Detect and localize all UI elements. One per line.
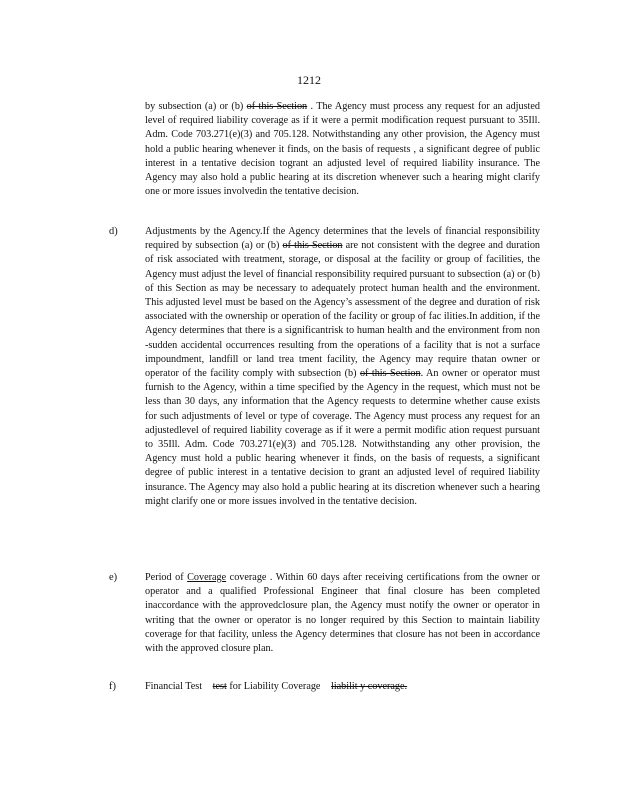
continuation-text-1: by subsection (a) or (b) <box>145 101 244 112</box>
continuation-text-2: . The Agency must process any request for an adjusted level of required liability coverage as if it were a permit modification request pursuant to 35Ill. Adm. Code 703.271(e)(3) and 705.128. Notwithstanding any other provision, the Agency must hold a public hearing whenever it finds, on the basis of requests , a significant degree of public interest in a tentative decision togrant an adjusted level of required liability insurance. The Agency may also hold a public hearing at its discretion whenever such a hearing might clarify one or more issues involvedin the tentative decision. <box>145 101 540 198</box>
paragraph-d-deleted-2: of this Section <box>359 368 421 380</box>
paragraph-f-label: f) <box>109 681 116 692</box>
paragraph-f-text-2: for Liability Coverage <box>229 681 321 692</box>
paragraph-f-deleted-2: liabilit y coverage. <box>331 681 408 692</box>
continuation-deleted-1: of this Section <box>246 101 308 112</box>
paragraph-e-label: e) <box>109 572 118 583</box>
paragraph-d <box>145 225 540 509</box>
paragraph-d-text-1: Adjustments by the Agency.If the Agency determines that the levels of financial responsibility required by subsection (a) or (b) <box>145 226 540 252</box>
paragraph-f <box>145 680 540 694</box>
paragraph-d-text-3: . An owner or operator must furnish to the Agency, within a time specified by the Agency in the request, which must not be less than 30 days, any information that the Agency requests to determine whether cause exists for such adjustments of level or type of coverage. The Agency must process any request for an adjustedlevel of required liability coverage as if it were a permit modific ation request pursuant to 35Ill. Adm. Code 703.271(e)(3) and 705.128. Notwithstanding any other provision, the Agency must hold a public hearing whenever it finds, on the basis of requests, a significant degree of public interest in a tentative decision to grant an adjusted level of required liability insurance. The Agency may also hold a public hearing at its discretion whenever such a hearing might clarify one or more issues involved in the tentative decision. <box>145 368 541 507</box>
continuation-paragraph <box>145 100 540 199</box>
paragraph-f-deleted-1: test <box>212 681 227 692</box>
paragraph-f-text-1: Financial Test <box>145 681 203 692</box>
paragraph-e <box>145 571 540 656</box>
paragraph-e-inserted-1: Coverage <box>187 572 227 583</box>
paragraph-d-label: d) <box>109 226 118 237</box>
paragraph-d-text-2: are not consistent with the degree and duration of risk associated with treatment, storage, or disposal at the facility or group of facilities, the Agency must adjust the level of financial responsibility required pursuant to subsection (a) or (b) of this Section as may be necessary to adequately protect human health and the environment. This adjusted level must be based on the Agency’s assessment of the degree and duration of risk associated with the ownership or operation of the facility or group of fac ilities.In addition, if the Agency determines that there is a significantrisk to human health and the environment from non -sudden accidental occurrences resulting from the operations of a facility that is not a surface impoundment, landfill or land trea tment facility, the Agency may require thatan owner or operator of the facility comply with subsection (b) <box>145 240 541 380</box>
paragraph-e-text-1: Period of <box>145 572 184 583</box>
paragraph-e-text-2: coverage . Within 60 days after receiving certifications from the owner or operator and a qualified Professional Engineer that final closure has been completed inaccordance with the approvedclosure plan, the Agency must notify the owner or operator in writing that the owner or operator is no longer required by this Section to maintain liability coverage for that facility, unless the Agency determines that closure has not been in accordance with the approved closure plan. <box>145 572 541 655</box>
paragraph-d-deleted-1: of this Section <box>282 240 343 252</box>
page-number: 1212 <box>297 73 321 87</box>
